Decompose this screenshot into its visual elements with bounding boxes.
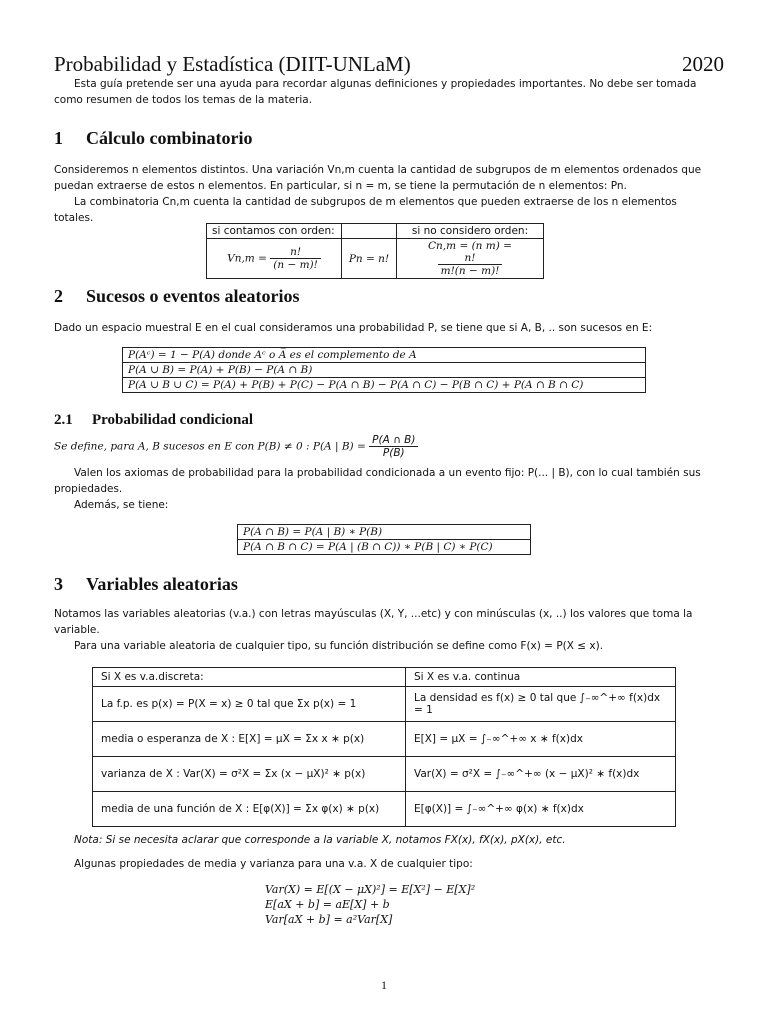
complement-rule: P(Aᶜ) = 1 − P(A) donde Aᶜ o A̅ es el complemento de A xyxy=(123,348,646,363)
sec1-paragraph-2: La combinatoria Cn,m cuenta la cantidad de subgrupos de m elementos que pueden extraerse de los n elementos totales. xyxy=(54,196,677,224)
sec21-paragraph-2: Además, se tiene: xyxy=(74,499,169,511)
continuous-mean: E[X] = μX = ∫₋∞^+∞ x ∗ f(x)dx xyxy=(406,722,676,757)
continuous-variance: Var(X) = σ²X = ∫₋∞^+∞ (x − μX)² ∗ f(x)dx xyxy=(406,757,676,792)
section-3-heading: 3 Variables aleatorias xyxy=(54,574,238,594)
sec2-paragraph: Dado un espacio muestral E en el cual consideramos una probabilidad P, se tiene que si A, B, .. son sucesos en E: xyxy=(54,322,653,334)
discrete-header: Si X es v.a.discreta: xyxy=(93,668,406,687)
discrete-pmf: La f.p. es p(x) = P(X = x) ≥ 0 tal que Σx p(x) = 1 xyxy=(93,687,406,722)
triple-union-rule: P(A ∪ B ∪ C) = P(A) + P(B) + P(C) − P(A ∩ B) − P(A ∩ C) − P(B ∩ C) + P(A ∩ B ∩ C) xyxy=(123,378,646,393)
note-text: Nota: Si se necesita aclarar que corresponde a la variable X, notamos FX(x), fX(x), pX(x), etc. xyxy=(74,834,566,846)
discrete-function-mean: media de una función de X : E[φ(X)] = Σx φ(x) ∗ p(x) xyxy=(93,792,406,827)
section-1-heading: 1 Cálculo combinatorio xyxy=(54,128,253,148)
events-table xyxy=(122,347,646,393)
product-rule: P(A ∩ B) = P(A | B) ∗ P(B) xyxy=(238,525,531,540)
union-rule: P(A ∪ B) = P(A) + P(B) − P(A ∩ B) xyxy=(123,363,646,378)
year: 2020 xyxy=(682,52,724,76)
continuous-function-mean: E[φ(X)] = ∫₋∞^+∞ φ(x) ∗ f(x)dx xyxy=(406,792,676,827)
conditional-definition: Se define, para A, B sucesos en E con P(B) ≠ 0 : P(A | B) = $\frac{P(A \cap B)}{P(B)}$ xyxy=(54,434,418,459)
continuous-pdf: La densidad es f(x) ≥ 0 tal que ∫₋∞^+∞ f(x)dx = 1 xyxy=(406,687,676,722)
variance-identity: Var(X) = E[(X − μX)²] = E[X²] − E[X]² xyxy=(265,883,476,896)
combinatorics-table: si contamos con orden: si no considero orden: Vn,m = $\frac{n!}{(n - m)!}$ Pn = n! Cn,m = (n m) = $\frac{n!}{m!(n - m)!}$ xyxy=(206,223,544,279)
page-title: Probabilidad y Estadística (DIIT-UNLaM) xyxy=(54,52,411,76)
permutation-formula: Pn = n! xyxy=(342,239,397,279)
sec1-paragraph-1: Consideremos n elementos distintos. Una variación Vn,m cuenta la cantidad de subgrupos de m elementos ordenados que puedan extraerse de estos n elementos. En particular, si n = m, se tiene la permutación de n elementos: Pn. xyxy=(54,164,702,192)
mean-variance-properties xyxy=(265,882,475,927)
random-variables-table xyxy=(92,667,676,827)
linear-mean-property: E[aX + b] = aE[X] + b xyxy=(265,898,390,911)
sec3-paragraph-1: Notamos las variables aleatorias (v.a.) con letras mayúsculas (X, Y, ...etc) y con minúsculas (x, ..) los valores que toma la variable. xyxy=(54,608,693,636)
combination-formula: Cn,m = (n m) = $\frac{n!}{m!(n - m)!}$ xyxy=(397,239,544,279)
page-number: 1 xyxy=(381,978,387,992)
linear-variance-property: Var[aX + b] = a²Var[X] xyxy=(265,913,393,926)
section-2-heading: 2 Sucesos o eventos aleatorios xyxy=(54,286,300,306)
conditional-table xyxy=(237,524,531,555)
variation-formula: Vn,m = $\frac{n!}{(n - m)!}$ xyxy=(207,239,342,279)
sec21-paragraph-1: Valen los axiomas de probabilidad para la probabilidad condicionada a un evento fijo: P(... | B), con lo cual también sus propiedades. xyxy=(54,467,701,495)
sec3-paragraph-2: Para una variable aleatoria de cualquier tipo, su función distribución se define como F(x) = P(X ≤ x). xyxy=(74,640,604,652)
section-2-1-heading: 2.1 Probabilidad condicional xyxy=(54,412,254,428)
discrete-variance: varianza de X : Var(X) = σ²X = Σx (x − μX)² ∗ p(x) xyxy=(93,757,406,792)
intro-text: Esta guía pretende ser una ayuda para recordar algunas definiciones y propiedades importantes. No debe ser tomada como resumen de todos los temas de la materia. xyxy=(54,78,697,106)
continuous-header: Si X es v.a. continua xyxy=(406,668,676,687)
discrete-mean: media o esperanza de X : E[X] = μX = Σx x ∗ p(x) xyxy=(93,722,406,757)
sec3-paragraph-3: Algunas propiedades de media y varianza para una v.a. X de cualquier tipo: xyxy=(74,858,473,870)
chain-rule: P(A ∩ B ∩ C) = P(A | (B ∩ C)) ∗ P(B | C) ∗ P(C) xyxy=(238,540,531,555)
